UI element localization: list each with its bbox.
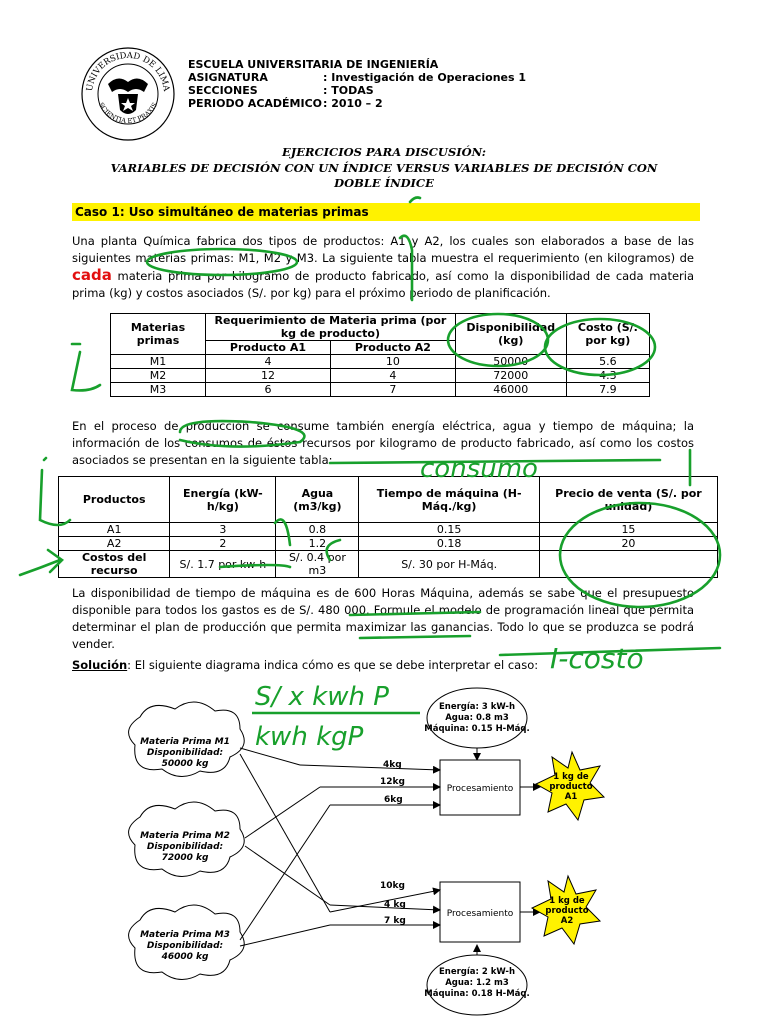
res-a1-energia: Energía: 3 kW-h	[438, 702, 516, 712]
res-a1-maquina: Máquina: 0.15 H-Máq.	[424, 724, 530, 734]
table-cell: 6	[206, 383, 331, 397]
table-cell: 0.8	[276, 523, 359, 537]
intro-text-b: materia prima por kilogramo de producto fabricado, así como la disponibilidad de cada materia prima (kg) y costos asociados (S/. por kg) para el próximo periodo de planificación.	[72, 269, 694, 300]
star-a1-line2: producto	[549, 782, 593, 792]
cloud-m3	[129, 905, 245, 980]
star-product-a1	[536, 752, 604, 820]
cloud-m2	[129, 802, 245, 877]
cloud-resources-a2	[424, 955, 529, 1015]
edge-label-m3-a2: 7 kg	[384, 916, 406, 926]
m3-label: Disponibilidad:	[146, 941, 224, 951]
solution-label: Solución	[72, 658, 128, 672]
cost-label: Costos del recurso	[59, 551, 170, 578]
th-producto-a2: Producto A2	[330, 341, 455, 355]
ink-formula-top: S/ x kwh P	[255, 682, 389, 712]
header-value-asignatura: : Investigación de Operaciones 1	[323, 71, 527, 84]
th-disponibilidad: Disponibilidad (kg)	[455, 314, 566, 355]
table-cell: 72000	[455, 369, 566, 383]
table-cell: 3	[170, 523, 276, 537]
th-productos: Productos	[59, 477, 170, 523]
table-cell: 0.15	[359, 523, 539, 537]
th-costo: Costo (S/. por kg)	[566, 314, 649, 355]
star-a1-line3: A1	[564, 792, 578, 802]
star-a2-line1: 1 kg de	[549, 896, 585, 906]
edge-label-m1-a1: 4kg	[383, 760, 402, 770]
table-cell: 7	[330, 383, 455, 397]
process-label-a1: Procesamiento	[446, 784, 514, 794]
doc-subtitle: VARIABLES DE DECISIÓN CON UN ÍNDICE VERSUS VARIABLES DE DECISIÓN CON DOBLE ÍNDICE	[110, 161, 658, 190]
process-label-a2: Procesamiento	[446, 909, 514, 919]
intro-text-cada: cada	[72, 266, 112, 284]
edge-label-m2-a2: 4 kg	[384, 900, 406, 910]
header-key-periodo: PERIODO ACADÉMICO	[188, 97, 323, 110]
table-cell: 4.3	[566, 369, 649, 383]
table-cell: 4	[330, 369, 455, 383]
star-a1-line1: 1 kg de	[553, 772, 589, 782]
table-cell: S/. 1.7 por kw-h	[170, 551, 276, 578]
header-value-secciones: : TODAS	[323, 84, 374, 97]
th-producto-a1: Producto A1	[206, 341, 331, 355]
header-value-periodo: : 2010 – 2	[323, 97, 383, 110]
header-key-asignatura: ASIGNATURA	[188, 71, 268, 84]
table-cell: 1.2	[276, 537, 359, 551]
school-name: ESCUELA UNIVERSITARIA DE INGENIERÍA	[188, 58, 439, 71]
table-cell: 12	[206, 369, 331, 383]
header-key-secciones: SECCIONES	[188, 84, 258, 97]
table-cell: A2	[59, 537, 170, 551]
table-cell: 20	[539, 537, 717, 551]
constraints-text: La disponibilidad de tiempo de máquina es de 600 Horas Máquina, además se sabe que el presupuesto disponible para todos los gastos es de S/. 480 000. Formule el modelo de programación lineal que permita determinar el plan de producción que permita maximizar las ganancias. Todo lo que se produzca se podrá vender.	[72, 586, 694, 651]
cloud-m1	[129, 702, 245, 777]
m2-label: Disponibilidad:	[146, 842, 224, 852]
th-materias: Materias primas	[111, 314, 206, 355]
m1-value: 50000 kg	[161, 759, 209, 769]
star-a2-line3: A2	[560, 916, 574, 926]
cloud-resources-a1	[424, 688, 529, 748]
resources-text: En el proceso de producción se consume también energía eléctrica, agua y tiempo de máquina; la información de los consumos de éstos recursos por kilogramo de producto fabricado, así como los costos asociados se presentan en la siguiente tabla:	[72, 419, 694, 467]
table-cell: 15	[539, 523, 717, 537]
ink-consumo: consumo	[420, 454, 538, 484]
case-heading: Caso 1: Uso simultáneo de materias primas	[72, 203, 700, 221]
edge-label-m2-a1: 12kg	[380, 777, 405, 787]
star-a2-line2: producto	[545, 906, 589, 916]
th-requerimiento: Requerimiento de Materia prima (por kg de producto)	[206, 314, 456, 341]
res-a2-maquina: Máquina: 0.18 H-Máq.	[424, 989, 530, 999]
m1-label: Disponibilidad:	[146, 748, 224, 758]
table-cell: M1	[111, 355, 206, 369]
th-precio: Precio de venta (S/. por unidad)	[539, 477, 717, 523]
table-cell: S/. 0.4 por m3	[276, 551, 359, 578]
m1-name: Materia Prima M1	[140, 737, 230, 747]
table-cell: 7.9	[566, 383, 649, 397]
seal-text-bottom: SCIENTIA ET PRAXIS	[96, 101, 160, 125]
th-tiempo: Tiempo de máquina (H-Máq./kg)	[359, 477, 539, 523]
table-cell: M2	[111, 369, 206, 383]
ink-formula-bottom: kwh kgP	[255, 722, 364, 752]
table-cell: 50000	[455, 355, 566, 369]
th-energia: Energía (kW-h/kg)	[170, 477, 276, 523]
res-a2-energia: Energía: 2 kW-h	[438, 967, 516, 977]
table-cell: A1	[59, 523, 170, 537]
seal-text-top: UNIVERSIDAD DE LIMA	[85, 50, 171, 93]
table-cell: 5.6	[566, 355, 649, 369]
m2-name: Materia Prima M2	[140, 831, 230, 841]
table-cell: 0.18	[359, 537, 539, 551]
res-a1-agua: Agua: 0.8 m3	[445, 713, 509, 723]
star-product-a2	[532, 876, 600, 944]
table-cell: S/. 30 por H-Máq.	[359, 551, 539, 578]
edge-label-m3-a1: 6kg	[384, 795, 403, 805]
doc-title: EJERCICIOS PARA DISCUSIÓN:	[281, 145, 487, 159]
table-cell: M3	[111, 383, 206, 397]
res-a2-agua: Agua: 1.2 m3	[445, 978, 509, 988]
table-cell: 10	[330, 355, 455, 369]
table-cell: 4	[206, 355, 331, 369]
table-cell: 2	[170, 537, 276, 551]
table-cell: 46000	[455, 383, 566, 397]
m3-name: Materia Prima M3	[140, 930, 230, 940]
m3-value: 46000 kg	[161, 952, 209, 962]
edge-label-m1-a2: 10kg	[380, 881, 405, 891]
m2-value: 72000 kg	[161, 853, 209, 863]
solution-text: : El siguiente diagrama indica cómo es que se debe interpretar el caso:	[127, 658, 539, 672]
th-agua: Agua (m3/kg)	[276, 477, 359, 523]
intro-text-a: Una planta Química fabrica dos tipos de productos: A1 y A2, los cuales son elaborados a base de las siguientes materias primas: M1, M2 y M3. La siguiente tabla muestra el requerimiento (en kilogramos) de	[72, 234, 694, 265]
ink-icosto: I-costo	[550, 642, 644, 675]
